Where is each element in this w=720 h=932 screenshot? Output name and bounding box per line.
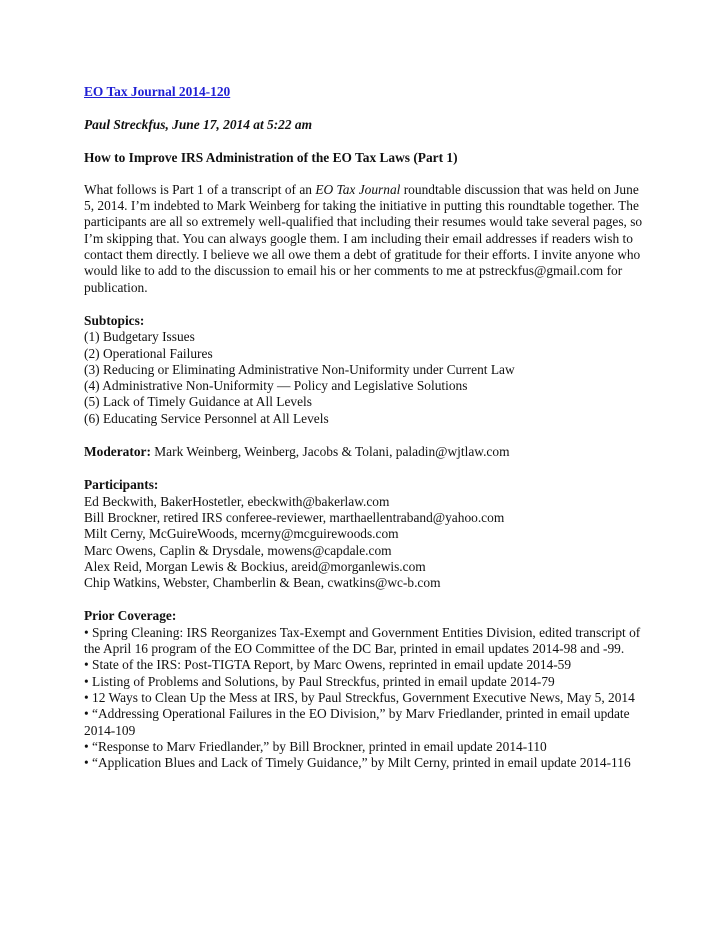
subtopic-item: (4) Administrative Non-Uniformity — Policy and Legislative Solutions [84, 378, 468, 394]
prior-coverage-item: • Listing of Problems and Solutions, by Paul Streckfus, printed in email update 2014-79 [84, 673, 555, 689]
intro-journal-name: EO Tax Journal [315, 181, 401, 197]
intro-text-rest: roundtable discussion that was held on June 5, 2014. I’m indebted to Mark Weinberg for taking the initiative in putting this roundtable together. The participants are all so extremely well-qualified that including their resumes would take several pages, so I’m skipping that. You can always google them. I am including their email addresses if readers wish to contact them directly. I believe we all owe them a debt of gratitude for their efforts. I invite anyone who would like to add to the discussion to email his or her comments to me at pstreckfus@gmail.com for publication. [84, 181, 643, 295]
prior-coverage-heading: Prior Coverage: [84, 608, 177, 624]
subtopic-item: (1) Budgetary Issues [84, 329, 195, 345]
prior-coverage-section [84, 608, 644, 771]
participant-item: Chip Watkins, Webster, Chamberlin & Bean, cwatkins@wc-b.com [84, 575, 441, 591]
document-page [84, 84, 644, 771]
subtopic-item: (3) Reducing or Eliminating Administrative Non-Uniformity under Current Law [84, 361, 515, 377]
participants-heading: Participants: [84, 477, 159, 493]
prior-coverage-item: • “Addressing Operational Failures in the EO Division,” by Marv Friedlander, printed in email update 2014-109 [84, 706, 630, 738]
moderator-text: Mark Weinberg, Weinberg, Jacobs & Tolani, paladin@wjtlaw.com [150, 444, 510, 460]
article-headline: How to Improve IRS Administration of the EO Tax Laws (Part 1) [84, 149, 458, 165]
prior-coverage-item: • “Response to Marv Friedlander,” by Bill Brockner, printed in email update 2014-110 [84, 738, 547, 754]
journal-title-link[interactable]: EO Tax Journal 2014-120 [84, 84, 231, 99]
participant-item: Marc Owens, Caplin & Drysdale, mowens@capdale.com [84, 542, 392, 558]
prior-coverage-item: • Spring Cleaning: IRS Reorganizes Tax-Exempt and Government Entities Division, edited transcript of the April 16 program of the EO Committee of the DC Bar, printed in email updates 2014-98 and -99. [84, 624, 641, 657]
moderator-label: Moderator: [84, 444, 151, 460]
prior-coverage-item: • 12 Ways to Clean Up the Mess at IRS, by Paul Streckfus, Government Executive News, May 5, 2014 [84, 689, 635, 705]
prior-coverage-item: • “Application Blues and Lack of Timely Guidance,” by Milt Cerny, printed in email update 2014-116 [84, 755, 631, 771]
subtopic-item: (5) Lack of Timely Guidance at All Levels [84, 394, 312, 410]
moderator-line [84, 444, 644, 460]
subtopics-section [84, 313, 644, 427]
subtopic-item: (6) Educating Service Personnel at All Levels [84, 410, 329, 426]
participants-section [84, 477, 644, 591]
intro-paragraph [84, 182, 644, 296]
participant-item: Ed Beckwith, BakerHostetler, ebeckwith@bakerlaw.com [84, 493, 390, 509]
byline: Paul Streckfus, June 17, 2014 at 5:22 am [84, 117, 313, 133]
participant-item: Alex Reid, Morgan Lewis & Bockius, areid@morganlewis.com [84, 558, 426, 574]
prior-coverage-item: • State of the IRS: Post-TIGTA Report, by Marc Owens, reprinted in email update 2014-59 [84, 657, 572, 673]
participant-item: Bill Brockner, retired IRS conferee-reviewer, marthaellentraband@yahoo.com [84, 509, 505, 525]
intro-text-start: What follows is Part 1 of a transcript of an [84, 181, 316, 197]
subtopics-heading: Subtopics: [84, 312, 145, 328]
participant-item: Milt Cerny, McGuireWoods, mcerny@mcguirewoods.com [84, 526, 399, 542]
subtopic-item: (2) Operational Failures [84, 345, 213, 361]
